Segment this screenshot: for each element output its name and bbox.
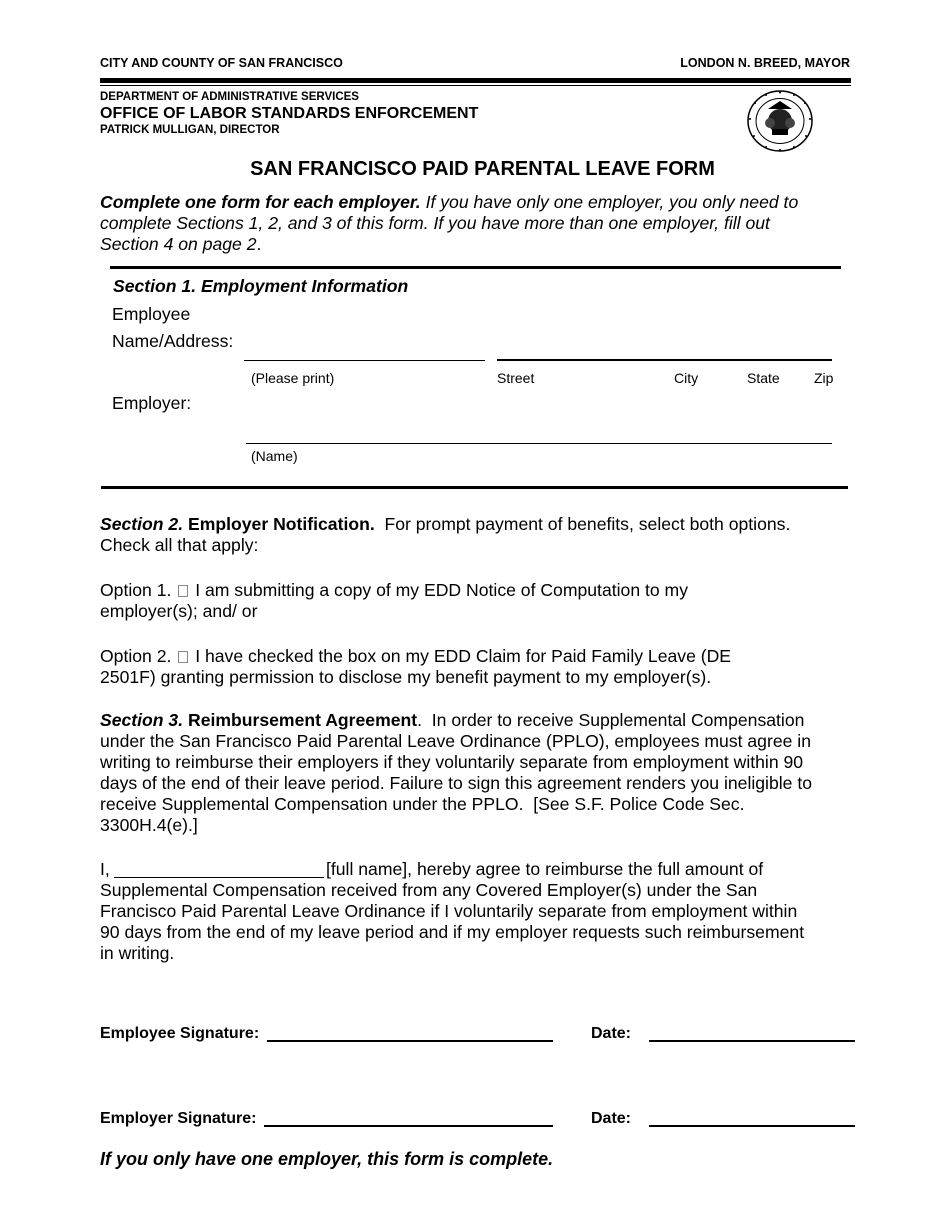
employee-name-field[interactable]: [244, 360, 485, 361]
form-title: SAN FRANCISCO PAID PARENTAL LEAVE FORM: [250, 158, 715, 180]
agree-line-5: in writing.: [100, 943, 175, 963]
city-seal-icon: [746, 89, 814, 153]
department-name: DEPARTMENT OF ADMINISTRATIVE SERVICES: [100, 91, 359, 103]
intro-rest-1: If you have only one employer, you only need to: [420, 192, 799, 212]
employee-signature-label: Employee Signature:: [100, 1025, 260, 1042]
employer-name-field[interactable]: [246, 443, 832, 444]
header-rule-thick: [100, 78, 851, 83]
caption-name: (Name): [251, 448, 298, 464]
section3-line-1: [100, 710, 804, 731]
section3-line-2: under the San Francisco Paid Parental Leave Ordinance (PPLO), employees must agree in: [100, 731, 811, 751]
director-name: PATRICK MULLIGAN, DIRECTOR: [100, 124, 280, 136]
option2-checkbox[interactable]: [178, 651, 188, 663]
option1-checkbox[interactable]: [178, 585, 188, 597]
agree-line-1-rest: [full name], hereby agree to reimburse the full amount of: [326, 859, 764, 879]
intro-line-1: [100, 192, 798, 213]
caption-state: State: [747, 370, 780, 386]
employee-date-label: Date:: [591, 1025, 632, 1042]
section2-text-2: Check all that apply:: [100, 535, 259, 555]
section3-line-6: 3300H.4(e).]: [100, 815, 198, 835]
caption-city: City: [674, 370, 699, 386]
full-name-field[interactable]: [114, 877, 324, 878]
employer-label: Employer:: [112, 393, 192, 413]
employer-date-field[interactable]: [649, 1125, 855, 1127]
employee-label-1: Employee: [112, 304, 191, 324]
section3-line-3: writing to reimburse their employers if they voluntarily separate from employment within 90: [100, 752, 804, 772]
employer-date-label: Date:: [591, 1110, 632, 1127]
employer-signature-label: Employer Signature:: [100, 1110, 257, 1127]
option2-line-1: [100, 646, 731, 667]
section3-heading-bold: Reimbursement Agreement: [183, 710, 418, 730]
section3-line-1-rest: . In order to receive Supplemental Compensation: [417, 710, 805, 730]
employer-signature-field[interactable]: [264, 1125, 553, 1127]
option2-label: Option 2.: [100, 646, 172, 666]
agree-line-4: 90 days from the end of my leave period and if my employer requests such reimbursement: [100, 922, 805, 942]
option2-text-1: I have checked the box on my EDD Claim for Paid Family Leave (DE: [195, 646, 732, 666]
section2-line-1: [100, 514, 790, 535]
caption-zip: Zip: [814, 370, 834, 386]
intro-bold: Complete one form for each employer.: [100, 192, 421, 212]
caption-street: Street: [497, 370, 535, 386]
section3-line-5: receive Supplemental Compensation under the PPLO. [See S.F. Police Code Sec.: [100, 794, 745, 814]
section1-top-rule: [110, 266, 841, 269]
employee-address-field[interactable]: [497, 359, 832, 361]
employee-signature-field[interactable]: [267, 1040, 553, 1042]
city-county-header: CITY AND COUNTY OF SAN FRANCISCO: [100, 56, 343, 70]
caption-please-print: (Please print): [251, 370, 335, 386]
office-name: OFFICE OF LABOR STANDARDS ENFORCEMENT: [100, 105, 479, 122]
section3-line-4: days of the end of their leave period. Failure to sign this agreement renders you ineligible to: [100, 773, 812, 793]
section1-bottom-rule: [101, 486, 848, 489]
footer-note: If you only have one employer, this form is complete.: [100, 1149, 554, 1169]
agree-line-2: Supplemental Compensation received from any Covered Employer(s) under the San: [100, 880, 758, 900]
mayor-header: LONDON N. BREED, MAYOR: [680, 56, 850, 70]
section2-heading-italic: Section 2.: [100, 514, 184, 534]
section2-text-1: For prompt payment of benefits, select both options.: [374, 514, 791, 534]
section2-heading-bold: Employer Notification.: [183, 514, 375, 534]
intro-period: .: [256, 234, 262, 254]
agree-prefix: I,: [100, 859, 110, 879]
employee-date-field[interactable]: [649, 1040, 855, 1042]
option2-text-2: 2501F) granting permission to disclose my benefit payment to my employer(s).: [100, 667, 712, 687]
option1-line-1: [100, 580, 688, 601]
intro-line-2: complete Sections 1, 2, and 3 of this form. If you have more than one employer, fill out: [100, 213, 770, 233]
section1-heading: Section 1. Employment Information: [113, 276, 409, 296]
agree-line-3: Francisco Paid Parental Leave Ordinance if I voluntarily separate from employment within: [100, 901, 798, 921]
employee-label-2: Name/Address:: [112, 331, 234, 351]
section3-heading-italic: Section 3.: [100, 710, 184, 730]
header-rule-thin: [100, 85, 851, 86]
option1-text-1: I am submitting a copy of my EDD Notice of Computation to my: [195, 580, 689, 600]
intro-line-3-text: Section 4 on page 2: [100, 234, 257, 254]
option1-text-2: employer(s); and/ or: [100, 601, 258, 621]
option1-label: Option 1.: [100, 580, 172, 600]
intro-line-3: [100, 234, 261, 255]
